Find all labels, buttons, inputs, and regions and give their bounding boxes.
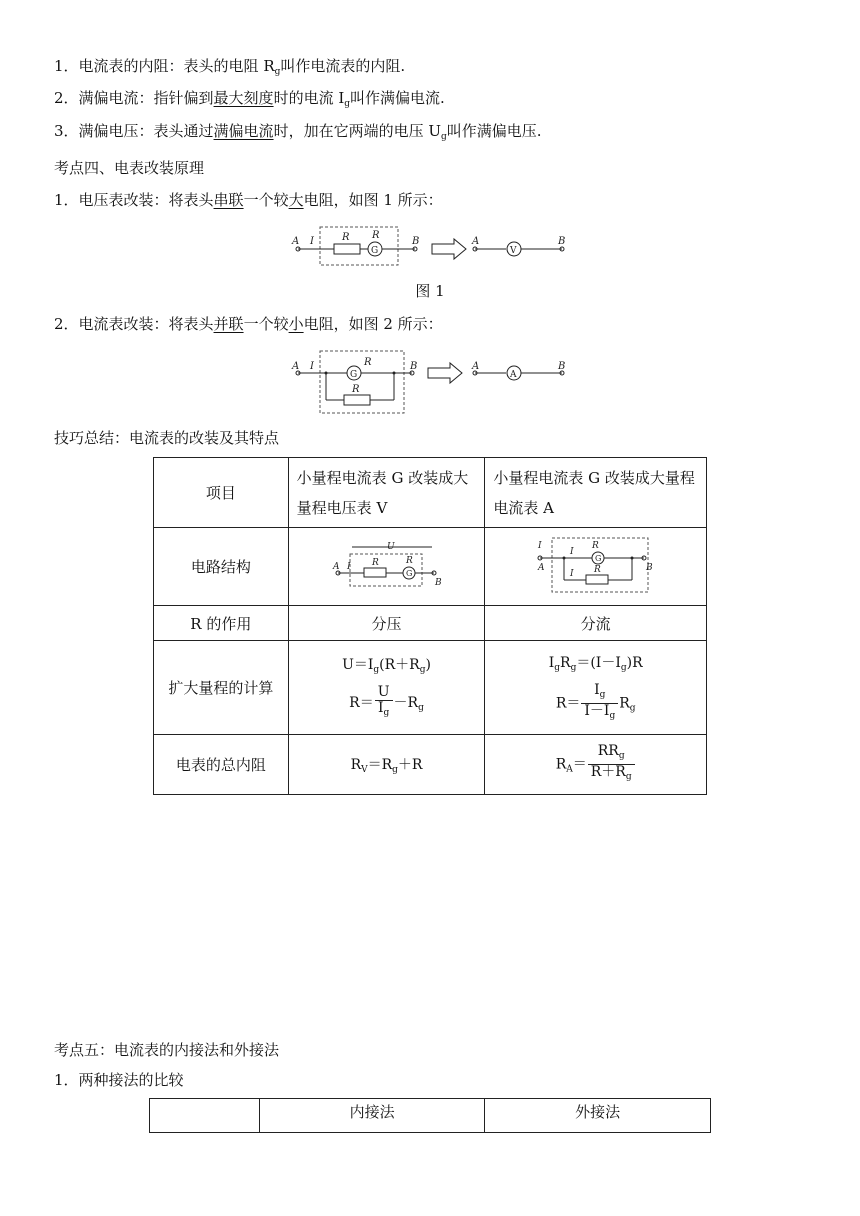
heading-section-4: 考点四、电表改装原理 xyxy=(54,159,205,177)
svg-text:A: A xyxy=(537,562,545,573)
svg-text:B: B xyxy=(558,361,566,372)
svg-text:I: I xyxy=(346,561,351,572)
role-voltmeter: 分压 xyxy=(288,606,485,641)
connection-col-empty xyxy=(150,1099,260,1133)
ammeter-circuit-diagram xyxy=(536,534,656,596)
svg-text:I: I xyxy=(310,361,314,372)
cell-ammeter-circuit xyxy=(485,528,707,606)
galvanometer-label: G xyxy=(371,246,379,256)
col-ammeter: 小量程电流表 G 改装成大量程电流表 A xyxy=(485,458,707,528)
table-row-total xyxy=(154,735,707,795)
table-row-role xyxy=(154,606,707,641)
svg-text:A: A xyxy=(472,236,480,247)
line-comparison: 1．两种接法的比较 xyxy=(54,1071,184,1089)
connection-table xyxy=(149,1098,711,1133)
table-row-calc xyxy=(154,641,707,735)
terminal-a-label: A xyxy=(292,236,300,247)
svg-text:R: R xyxy=(593,564,601,575)
line-full-scale-voltage: 3．满偏电压：表头通过满偏电流时，加在它两端的电压 $U_g$叫作满偏电压. xyxy=(54,122,542,142)
row-label-circuit: 电路结构 xyxy=(154,528,289,606)
heading-section-5: 考点五：电流表的内接法和外接法 xyxy=(54,1041,280,1059)
line-full-scale-current: 2．满偏电流：指针偏到最大刻度时的电流 $I_g$叫作满偏电流. xyxy=(54,89,445,109)
svg-text:G: G xyxy=(405,568,412,578)
svg-text:I: I xyxy=(569,546,574,557)
voltmeter-label: V xyxy=(510,246,517,256)
formula-v-calc2: R＝ $\frac{U}{I_g}$ $-R_g$ xyxy=(349,684,424,718)
svg-text:R: R xyxy=(364,357,372,368)
current-label: I xyxy=(310,236,314,247)
col-item: 项目 xyxy=(154,458,289,528)
line-ammeter-conversion: 2．电流表改装：将表头并联一个较小电阻，如图 2 所示： xyxy=(54,315,443,333)
terminal-b-label: B xyxy=(412,236,420,247)
calc-ammeter xyxy=(485,641,707,735)
figure-1-caption: 图 1 xyxy=(415,282,445,300)
svg-text:R: R xyxy=(591,540,599,551)
svg-text:R: R xyxy=(405,555,413,566)
resistor-label: R xyxy=(342,232,350,243)
svg-text:B: B xyxy=(434,577,442,588)
svg-text:G: G xyxy=(350,370,358,380)
line-internal-resistance: 1．电流表的内阻：表头的电阻 $R_g$叫作电流表的内阻. xyxy=(54,57,406,77)
formula-a-calc2: R＝ $\frac{I_g}{I-I_g}$ $R_g$ xyxy=(555,681,636,721)
line-voltmeter-conversion: 1．电压表改装：将表头串联一个较大电阻，如图 1 所示： xyxy=(54,191,443,209)
col-voltmeter: 小量程电流表 G 改装成大量程电压表 V xyxy=(288,458,485,528)
total-voltmeter: $R_V=R_g+R$ xyxy=(288,735,485,795)
total-ammeter: $R_A=$ $\frac{RR_g}{R+R_g}$ xyxy=(485,735,707,795)
svg-text:B: B xyxy=(558,236,566,247)
col-external: 外接法 xyxy=(485,1099,711,1133)
svg-text:B: B xyxy=(645,562,653,573)
svg-text:R: R xyxy=(352,384,360,395)
svg-text:I: I xyxy=(569,568,574,579)
formula-v-calc1: $U=I_g(R+R_g)$ xyxy=(342,657,431,675)
cell-voltmeter-circuit xyxy=(288,528,485,606)
conversion-table xyxy=(153,457,707,795)
svg-text:I: I xyxy=(537,540,542,551)
table-row-circuit xyxy=(154,528,707,606)
connection-header-row xyxy=(150,1099,711,1133)
calc-voltmeter xyxy=(288,641,485,735)
ammeter-label: A xyxy=(510,370,517,380)
summary-title: 技巧总结：电流表的改装及其特点 xyxy=(54,429,280,447)
svg-text:A: A xyxy=(332,561,340,572)
row-label-role: R 的作用 xyxy=(154,606,289,641)
svg-text:A: A xyxy=(472,361,480,372)
formula-a-calc1: $I_gR_g=(I-I_g)R$ xyxy=(548,654,643,673)
rg-label: R xyxy=(372,230,380,241)
table-header-row xyxy=(154,458,707,528)
col-internal: 内接法 xyxy=(259,1099,485,1133)
figure-2-circuit xyxy=(290,348,580,416)
figure-1-circuit xyxy=(290,222,580,272)
role-ammeter: 分流 xyxy=(485,606,707,641)
svg-text:B: B xyxy=(410,361,418,372)
svg-text:A: A xyxy=(292,361,300,372)
arrow-icon xyxy=(428,363,462,383)
svg-text:R: R xyxy=(371,557,379,568)
voltmeter-circuit-diagram xyxy=(332,541,442,589)
arrow-icon xyxy=(432,239,466,259)
svg-text:U: U xyxy=(386,541,395,552)
row-label-total: 电表的总内阻 xyxy=(154,735,289,795)
svg-text:G: G xyxy=(594,553,602,563)
row-label-calc: 扩大量程的计算 xyxy=(154,641,289,735)
